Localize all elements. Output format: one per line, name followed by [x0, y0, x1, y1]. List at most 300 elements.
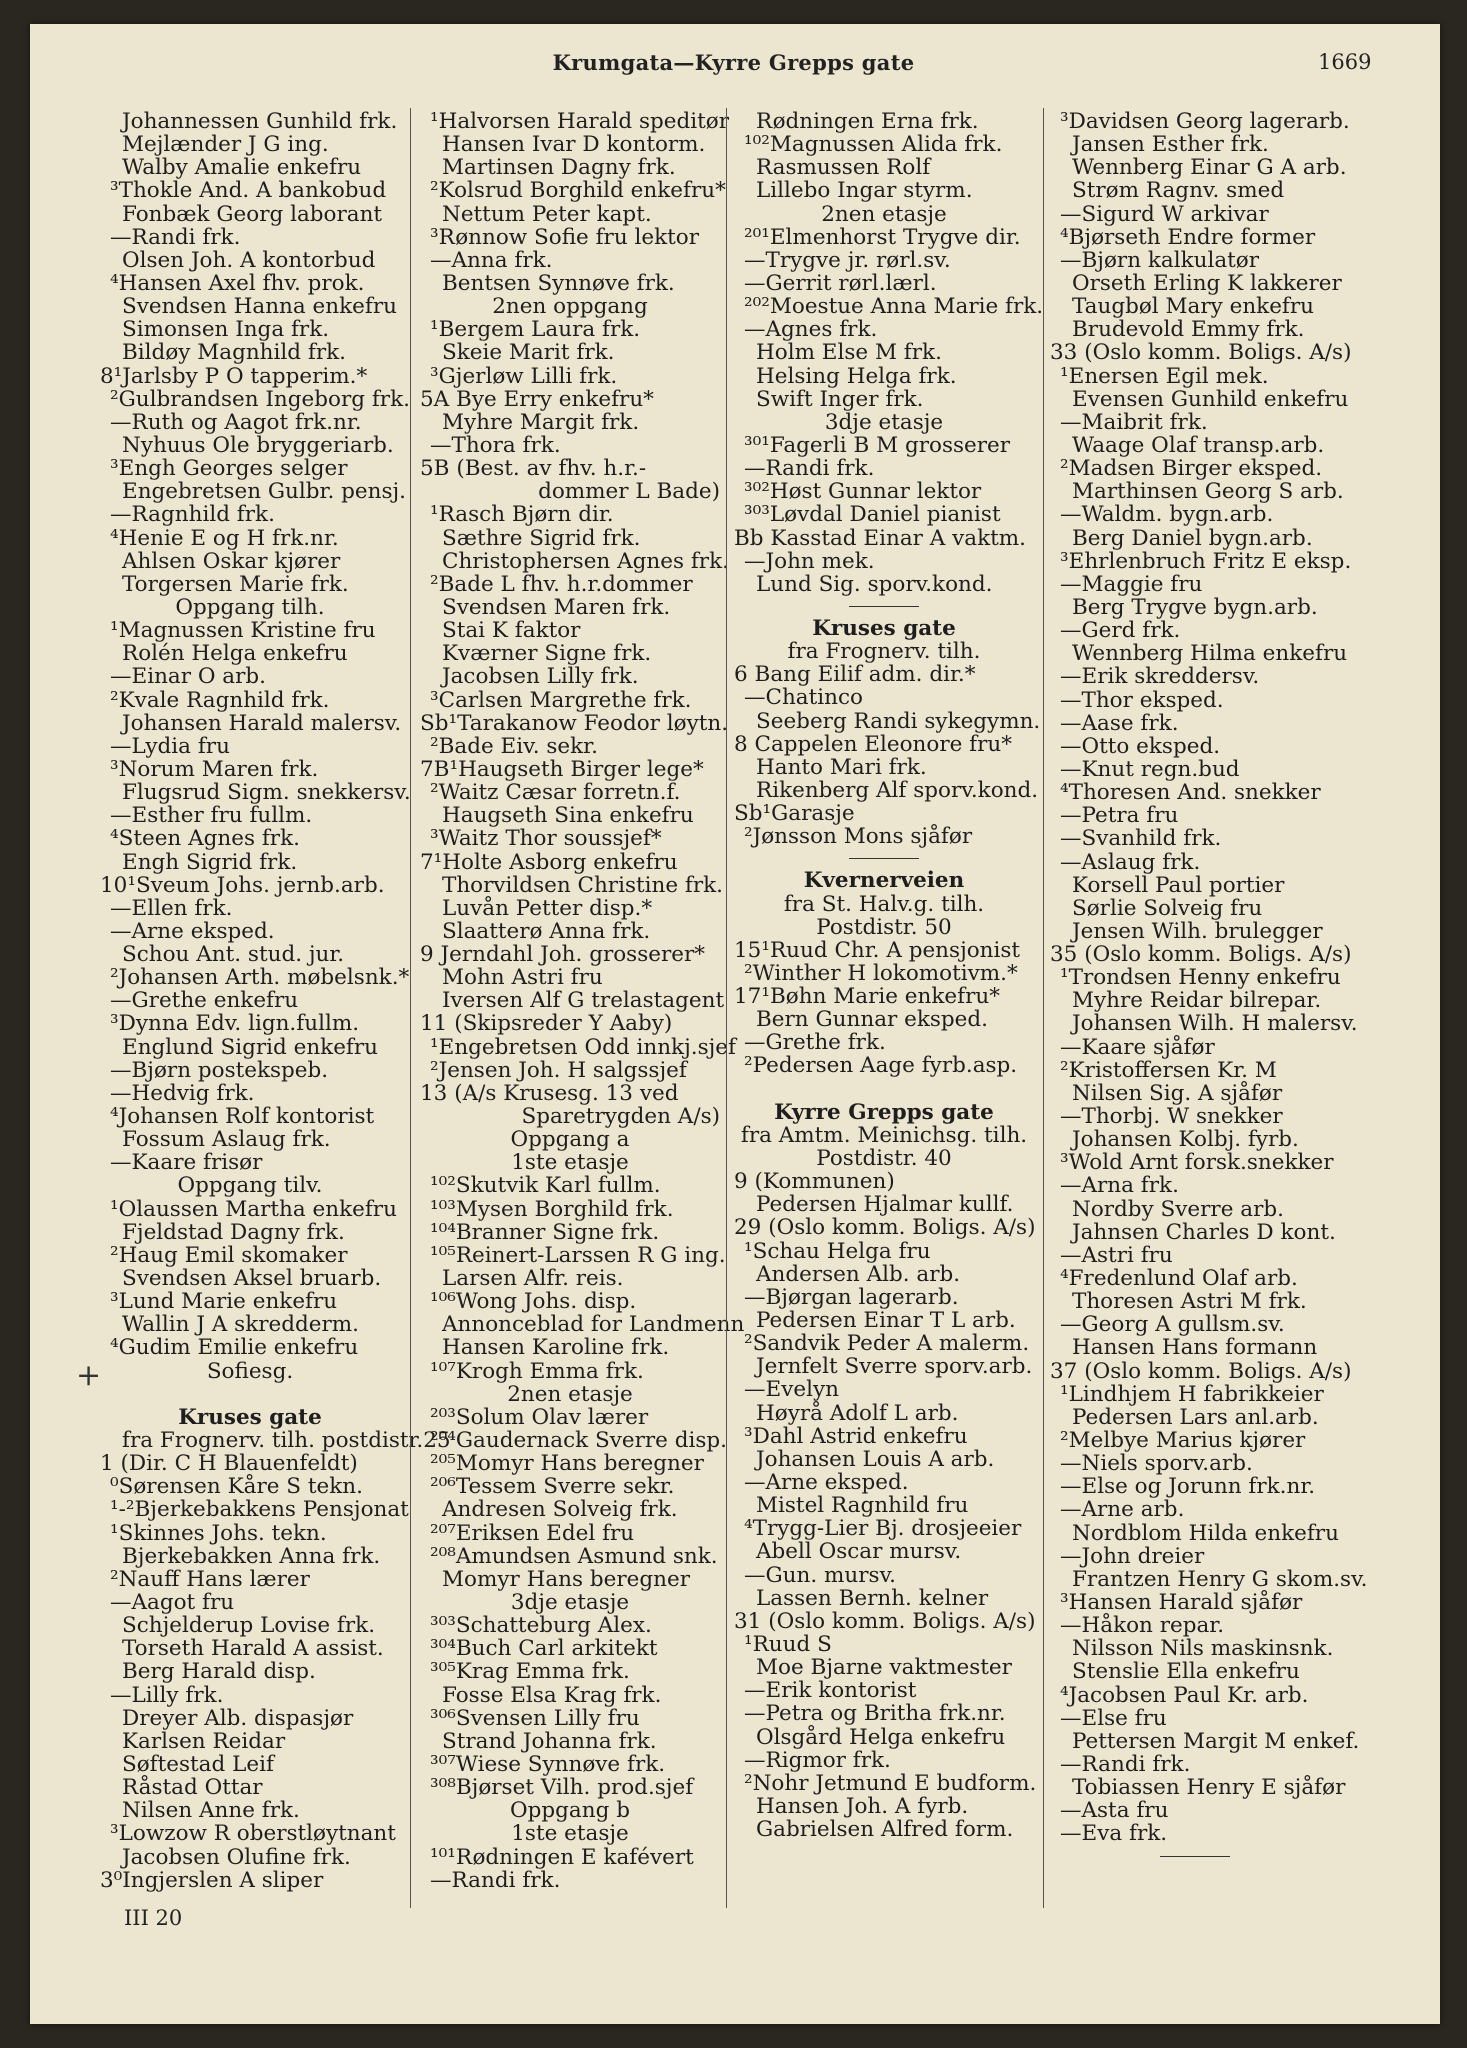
directory-entry: ³Dynna Edv. lign.fullm.	[110, 1011, 360, 1037]
directory-entry: Andresen Solveig frk.	[442, 1497, 678, 1523]
directory-entry: Svendsen Hanna enkefru	[122, 294, 397, 320]
directory-entry: ¹⁰⁷Krogh Emma frk.	[430, 1358, 644, 1384]
directory-entry: Råstad Ottar	[122, 1775, 263, 1801]
section-label: Postdistr. 40	[816, 1146, 952, 1172]
directory-entry: Gabrielsen Alfred form.	[756, 1817, 1014, 1843]
column-divider	[410, 108, 411, 1908]
directory-entry: 6 Bang Eilif adm. dir.*	[734, 662, 976, 688]
directory-entry: ¹Olaussen Martha enkefru	[110, 1196, 397, 1222]
directory-entry: —Maggie fru	[1060, 571, 1203, 597]
directory-entry: Jacobsen Lilly frk.	[442, 664, 639, 690]
directory-entry: Pedersen Hjalmar kullf.	[756, 1192, 1014, 1218]
directory-entry: ¹Rasch Bjørn dir.	[430, 502, 614, 528]
directory-entry: Rikenberg Alf sporv.kond.	[756, 777, 1039, 803]
directory-entry: —Otto eksped.	[1060, 733, 1221, 759]
directory-entry: ³⁰⁸Bjørset Vilh. prod.sjef	[430, 1775, 694, 1801]
directory-entry: Brudevold Emmy frk.	[1072, 317, 1305, 343]
section-label: Sofiesg.	[206, 1358, 294, 1384]
directory-entry: 7B¹Haugseth Birger lege*	[420, 756, 704, 782]
directory-entry: —Lydia fru	[110, 733, 230, 759]
directory-entry: ³Davidsen Georg lagerarb.	[1060, 109, 1350, 134]
directory-entry: —Kaare frisør	[110, 1150, 263, 1176]
section-rule	[849, 606, 919, 607]
section-label: Oppgang b	[510, 1798, 630, 1824]
directory-entry: ³Ehrlenbruch Fritz E eksp.	[1060, 548, 1352, 574]
section-label: Oppgang a	[510, 1127, 630, 1153]
directory-entry: ³Norum Maren frk.	[110, 756, 319, 782]
directory-entry: ³⁰⁷Wiese Synnøve frk.	[430, 1751, 666, 1777]
directory-entry: —Ruth og Aagot frk.nr.	[110, 409, 362, 435]
directory-entry: Bildøy Magnhild frk.	[122, 340, 346, 366]
directory-entry: Strand Johanna frk.	[442, 1728, 657, 1754]
directory-entry: ³Wold Arnt forsk.snekker	[1060, 1150, 1334, 1176]
directory-entry: ²Jønsson Mons sjåfør	[744, 824, 973, 850]
directory-entry: 37 (Oslo komm. Boligs. A/s)	[1050, 1358, 1352, 1384]
directory-entry: 11 (Skipsreder Y Aaby)	[420, 1011, 673, 1037]
directory-entry: ²Bade Eiv. sekr.	[430, 733, 598, 759]
directory-entry: —Thora frk.	[430, 432, 561, 458]
directory-entry: Engh Sigrid frk.	[122, 849, 298, 875]
section-label: fra Frognerv. tilh.	[787, 639, 981, 665]
directory-entry: 17¹Bøhn Marie enkefru*	[734, 984, 1000, 1010]
directory-entry: ¹⁰¹Rødningen E kafévert	[430, 1844, 694, 1870]
directory-entry: ¹Lindhjem H fabrikkeier	[1060, 1381, 1324, 1407]
directory-entry: ²Bade L fhv. h.r.dommer	[430, 571, 693, 597]
directory-entry: —Arne arb.	[1060, 1497, 1185, 1523]
directory-entry: —Else og Jorunn frk.nr.	[1060, 1474, 1316, 1500]
directory-entry: Berg Harald disp.	[122, 1659, 316, 1685]
directory-entry: Olsen Joh. A kontorbud	[122, 247, 376, 273]
directory-entry: Wennberg Einar G A arb.	[1072, 155, 1347, 181]
directory-entry: Pettersen Margit M enkef.	[1072, 1728, 1360, 1754]
directory-entry: ³Dahl Astrid enkefru	[744, 1423, 968, 1449]
directory-entry: —Asta fru	[1060, 1798, 1169, 1824]
directory-entry: —John dreier	[1060, 1543, 1205, 1569]
directory-entry: Nettum Peter kapt.	[442, 201, 652, 227]
directory-entry: —Bjørgan lagerarb.	[744, 1284, 959, 1310]
directory-entry: Haugseth Sina enkefru	[442, 803, 694, 829]
directory-entry: ²Nauff Hans lærer	[110, 1566, 310, 1592]
directory-entry: —Rigmor frk.	[744, 1747, 891, 1773]
directory-entry: —John mek.	[744, 548, 875, 574]
directory-entry: Stenslie Ella enkefru	[1072, 1659, 1300, 1685]
directory-entry: Moe Bjarne vaktmester	[756, 1655, 1012, 1681]
directory-entry: Johansen Harald malersv.	[122, 710, 402, 736]
directory-entry: Jacobsen Olufine frk.	[122, 1844, 351, 1870]
directory-entry: 5A Bye Erry enkefru*	[420, 386, 654, 412]
directory-entry: ³Engh Georges selger	[110, 456, 348, 482]
directory-entry: Rolén Helga enkefru	[122, 641, 348, 667]
directory-entry: Walby Amalie enkefru	[122, 155, 362, 181]
directory-entry: —Arne eksped.	[110, 918, 275, 944]
directory-entry: Marthinsen Georg S arb.	[1072, 479, 1344, 505]
directory-entry: ⁴Steen Agnes frk.	[110, 826, 300, 852]
directory-entry: Sparetrygden A/s)	[521, 1104, 720, 1130]
column-divider	[726, 108, 727, 1908]
directory-entry: Annonceblad for Landmenn	[442, 1312, 745, 1338]
directory-entry: Evensen Gunhild enkefru	[1072, 386, 1349, 412]
directory-entry: Helsing Helga frk.	[756, 363, 957, 389]
directory-entry: —Erik kontorist	[744, 1678, 917, 1704]
directory-entry: —Randi frk.	[1060, 1751, 1191, 1777]
directory-entry: Berg Trygve bygn.arb.	[1072, 594, 1318, 620]
directory-entry: Jansen Esther frk.	[1072, 132, 1269, 158]
directory-entry: ¹‑²Bjerkebakkens Pensjonat	[110, 1497, 409, 1523]
directory-entry: Hansen Hans formann	[1072, 1335, 1318, 1361]
directory-entry: —Aase frk.	[1060, 710, 1179, 736]
directory-entry: ³⁰³Schatteburg Alex.	[430, 1613, 652, 1639]
directory-entry: Simonsen Inga frk.	[122, 317, 330, 343]
directory-entry: Fosse Elsa Krag frk.	[442, 1682, 662, 1708]
running-header: Krumgata—Kyrre Grepps gate	[552, 50, 915, 75]
section-label: 1ste etasje	[511, 1821, 629, 1847]
directory-entry: Sørlie Solveig fru	[1072, 895, 1263, 921]
directory-entry: Orseth Erling K lakkerer	[1072, 270, 1342, 296]
directory-entry: —Kaare sjåfør	[1060, 1034, 1215, 1060]
spacer	[100, 1383, 400, 1406]
directory-entry: ⁴Bjørseth Endre former	[1060, 224, 1316, 250]
directory-entry: Stai K faktor	[442, 618, 581, 644]
directory-entry: Høyrå Adolf L arb.	[756, 1400, 959, 1426]
section-label: Postdistr. 50	[816, 914, 952, 940]
directory-entry: ¹Skinnes Johs. tekn.	[110, 1520, 327, 1546]
directory-entry: —Agnes frk.	[744, 317, 878, 343]
directory-entry: —Gun. mursv.	[744, 1562, 897, 1588]
directory-entry: 31 (Oslo komm. Boligs. A/s)	[734, 1608, 1036, 1634]
directory-entry: —Randi frk.	[430, 1867, 561, 1893]
directory-entry: Larsen Alfr. reis.	[442, 1266, 624, 1292]
directory-entry: —Sigurd W arkivar	[1060, 201, 1269, 227]
directory-entry: Tobiassen Henry E sjåfør	[1072, 1775, 1346, 1801]
directory-entry: Sb¹Tarakanow Feodor løytn.	[420, 710, 729, 736]
directory-entry: Berg Daniel bygn.arb.	[1072, 525, 1313, 551]
section-label: 1ste etasje	[511, 1150, 629, 1176]
directory-entry: ⁴Henie E og H frk.nr.	[110, 525, 339, 551]
directory-entry: Engebretsen Gulbr. pensj.	[122, 479, 406, 505]
directory-entry: ²⁰⁷Eriksen Edel fru	[430, 1520, 635, 1546]
directory-entry: —Arne eksped.	[744, 1470, 909, 1496]
section-label: 2nen etasje	[821, 201, 947, 227]
directory-entry: 8¹Jarlsby P O tapperim.*	[100, 363, 368, 389]
directory-entry: —Anna frk.	[430, 247, 553, 273]
street-heading: Kvernerveien	[803, 868, 965, 894]
directory-entry: ⁰Sørensen Kåre S tekn.	[110, 1474, 363, 1500]
directory-entry: ²⁰⁴Gaudernack Sverre disp.	[430, 1428, 728, 1454]
directory-entry: —Erik skreddersv.	[1060, 664, 1260, 690]
directory-entry: Holm Else M frk.	[756, 340, 942, 366]
directory-entry: Taugbøl Mary enkefru	[1072, 294, 1315, 320]
directory-entry: —Waldm. bygn.arb.	[1060, 502, 1274, 528]
directory-entry: —Bjørn kalkulatør	[1060, 247, 1260, 273]
directory-entry: ²⁰³Solum Olav lærer	[430, 1404, 649, 1430]
directory-entry: Nilsen Anne frk.	[122, 1798, 300, 1824]
directory-entry: —Einar O arb.	[110, 664, 267, 690]
directory-entry: Luvån Petter disp.*	[442, 895, 653, 921]
directory-entry: Sb¹Garasje	[734, 801, 855, 827]
directory-entry: ³⁰¹Fagerli B M grosserer	[744, 432, 1011, 458]
directory-entry: —Maibrit frk.	[1060, 409, 1208, 435]
directory-entry: ²Johansen Arth. møbelsnk.*	[110, 965, 410, 991]
directory-entry: Schou Ant. stud. jur.	[122, 942, 345, 968]
directory-entry: Seeberg Randi sykegymn.	[756, 708, 1041, 734]
directory-entry: Rødningen Erna frk.	[756, 109, 979, 134]
directory-entry: —Gerrit rørl.lærl.	[744, 270, 937, 296]
directory-entry: —Svanhild frk.	[1060, 826, 1222, 852]
directory-entry: ²⁰⁶Tessem Sverre sekr.	[430, 1474, 675, 1500]
directory-entry: Christophersen Agnes frk.	[442, 548, 729, 574]
directory-entry: Slaatterø Anna frk.	[442, 918, 651, 944]
column-1	[100, 109, 451, 1893]
directory-entry: ²Nohr Jetmund E budform.	[744, 1770, 1037, 1796]
directory-entry: ²Jensen Joh. H salgssjef	[430, 1057, 687, 1083]
directory-entry: Søftestad Leif	[122, 1751, 274, 1777]
directory-entry: Johansen Wilh. H malersv.	[1072, 1011, 1358, 1037]
directory-entry: Hansen Karoline frk.	[442, 1335, 670, 1361]
directory-entry: Dreyer Alb. dispasjør	[122, 1705, 354, 1731]
directory-entry: Englund Sigrid enkefru	[122, 1034, 378, 1060]
directory-entry: Nilsen Sig. A sjåfør	[1072, 1080, 1283, 1106]
directory-entry: Abell Oscar mursv.	[756, 1539, 962, 1565]
directory-entry: ¹⁰²Magnussen Alida frk.	[744, 132, 1003, 158]
directory-entry: ²Kristoffersen Kr. M	[1060, 1057, 1277, 1083]
directory-entry: 29 (Oslo komm. Boligs. A/s)	[734, 1215, 1036, 1241]
directory-entry: —Niels sporv.arb.	[1060, 1451, 1253, 1477]
directory-entry: dommer L Bade)	[538, 479, 720, 505]
directory-entry: —Trygve jr. rørl.sv.	[744, 247, 951, 273]
directory-entry: ³Thokle And. A bankobud	[110, 178, 387, 204]
directory-entry: Hansen Joh. A fyrb.	[756, 1793, 969, 1819]
directory-entry: —Aagot fru	[110, 1590, 235, 1615]
directory-entry: Fjeldstad Dagny frk.	[122, 1219, 345, 1245]
directory-entry: Nordblom Hilda enkefru	[1072, 1520, 1339, 1546]
directory-entry: Mistel Ragnhild fru	[756, 1493, 969, 1519]
directory-entry: ²⁰⁸Amundsen Asmund snk.	[430, 1543, 718, 1569]
directory-entry: ⁴Jacobsen Paul Kr. arb.	[1060, 1682, 1309, 1708]
directory-entry: —Thor eksped.	[1060, 687, 1224, 713]
directory-entry: Flugsrud Sigm. snekkersv.	[122, 780, 411, 806]
directory-entry: ⁴Trygg-Lier Bj. drosjeeier	[744, 1516, 1022, 1542]
directory-entry: ³⁰³Løvdal Daniel pianist	[744, 502, 1001, 528]
directory-entry: Hanto Mari frk.	[756, 754, 927, 780]
directory-entry: ²Pedersen Aage fyrb.asp.	[744, 1053, 1018, 1079]
directory-entry: fra Frognerv. tilh. postdistr.25	[122, 1428, 451, 1454]
directory-entry: ²Kolsrud Borghild enkefru*	[430, 178, 726, 204]
column-3	[734, 109, 1044, 1843]
directory-entry: Mohn Astri fru	[442, 965, 603, 991]
directory-entry: Momyr Hans beregner	[442, 1566, 690, 1592]
directory-entry: 8 Cappelen Eleonore fru*	[734, 731, 1013, 757]
directory-entry: Thoresen Astri M frk.	[1072, 1289, 1307, 1315]
directory-entry: —Grethe enkefru	[110, 988, 299, 1014]
directory-entry: ²⁰⁵Momyr Hans beregner	[430, 1451, 704, 1477]
section-label: 2nen etasje	[507, 1381, 633, 1407]
directory-entry: —Thorbj. W snekker	[1060, 1104, 1283, 1130]
directory-entry: ³Rønnow Sofie fru lektor	[430, 224, 700, 250]
directory-entry: ¹Enersen Egil mek.	[1060, 363, 1269, 389]
directory-entry: Johansen Kolbj. fyrb.	[1072, 1127, 1299, 1153]
directory-entry: ¹Trondsen Henny enkefru	[1060, 965, 1341, 991]
directory-entry: —Evelyn	[744, 1377, 839, 1403]
directory-entry: Strøm Ragnv. smed	[1072, 178, 1285, 204]
directory-entry: Svendsen Aksel bruarb.	[122, 1266, 382, 1292]
directory-entry: Fonbæk Georg laborant	[122, 201, 383, 227]
directory-entry: 13 (A/s Krusesg. 13 ved	[420, 1080, 679, 1106]
directory-entry: Mejlænder J G ing.	[122, 132, 329, 158]
directory-entry: Johansen Louis A arb.	[756, 1446, 995, 1472]
street-heading: Kyrre Grepps gate	[774, 1099, 994, 1125]
directory-entry: Johannessen Gunhild frk.	[122, 109, 398, 134]
column-divider	[1043, 108, 1044, 1908]
directory-entry: ⁴Hansen Axel fhv. prok.	[110, 270, 365, 296]
directory-entry: ³⁰⁴Buch Carl arkitekt	[430, 1636, 658, 1662]
directory-entry: —Eva frk.	[1060, 1821, 1168, 1847]
directory-entry: 10¹Sveum Johs. jernb.arb.	[100, 872, 385, 898]
directory-entry: Andersen Alb. arb.	[756, 1261, 961, 1287]
directory-entry: —Esther fru fullm.	[110, 803, 313, 829]
directory-entry: Rasmussen Rolf	[756, 155, 931, 181]
section-label: fra Amtm. Meinichsg. tilh.	[740, 1122, 1028, 1148]
directory-entry: ³Lowzow R oberstløytnant	[110, 1821, 396, 1847]
directory-entry: Martinsen Dagny frk.	[442, 155, 676, 181]
directory-entry: Kværner Signe frk.	[442, 641, 652, 667]
directory-entry: Torseth Harald A assist.	[122, 1636, 384, 1662]
directory-entry: —Bjørn postekspeb.	[110, 1057, 329, 1083]
directory-entry: ²Madsen Birger eksped.	[1060, 456, 1323, 482]
directory-entry: Wallin J A skredderm.	[122, 1312, 359, 1338]
section-label: Oppgang tilh.	[175, 594, 325, 620]
directory-entry: ⁴Thoresen And. snekker	[1060, 780, 1321, 806]
directory-entry: 5B (Best. av fhv. h.r.-	[420, 456, 647, 482]
directory-entry: —Randi frk.	[110, 224, 241, 250]
directory-entry: ¹⁰⁴Branner Signe frk.	[430, 1219, 660, 1245]
column-4	[1050, 109, 1368, 1867]
street-heading: Kruses gate	[178, 1404, 322, 1430]
section-rule	[1160, 1856, 1230, 1857]
directory-entry: ⁴Johansen Rolf kontorist	[110, 1104, 375, 1130]
directory-entry: —Ellen frk.	[110, 895, 233, 921]
directory-entry: —Chatinco	[744, 685, 863, 711]
directory-entry: Jernfelt Sverre sporv.arb.	[756, 1354, 1033, 1380]
directory-entry: Olsgård Helga enkefru	[756, 1724, 1006, 1750]
directory-entry: Iversen Alf G trelastagent	[442, 988, 725, 1014]
directory-entry: 33 (Oslo komm. Boligs. A/s)	[1050, 340, 1352, 366]
directory-entry: ¹Halvorsen Harald speditør	[430, 109, 730, 134]
directory-entry: ¹Magnussen Kristine fru	[110, 618, 376, 644]
directory-entry: Hansen Ivar D kontorm.	[442, 132, 706, 158]
directory-entry: —Randi frk.	[744, 456, 875, 482]
directory-entry: Wennberg Hilma enkefru	[1072, 641, 1348, 667]
section-label: 2nen oppgang	[492, 294, 648, 320]
directory-entry: Svendsen Maren frk.	[442, 594, 671, 620]
directory-entry: —Petra fru	[1060, 803, 1179, 829]
directory-entry: Lund Sig. sporv.kond.	[756, 571, 993, 597]
directory-entry: ²⁰¹Elmenhorst Trygve dir.	[744, 224, 1021, 250]
directory-entry: —Gerd frk.	[1060, 618, 1181, 644]
directory-entry: ²Sandvik Peder A malerm.	[744, 1331, 1030, 1357]
section-label: 3dje etasje	[510, 1590, 630, 1615]
directory-entry: ¹⁰⁶Wong Johs. disp.	[430, 1289, 637, 1315]
directory-entry: ²Gulbrandsen Ingeborg frk.	[110, 386, 410, 412]
directory-entry: —Arna frk.	[1060, 1173, 1179, 1199]
directory-entry: Lillebo Ingar styrm.	[756, 178, 973, 204]
section-label: Oppgang tilv.	[177, 1173, 323, 1199]
directory-entry: ¹Engebretsen Odd innkj.sjef	[430, 1034, 736, 1060]
directory-entry: ⁴Gudim Emilie enkefru	[110, 1335, 359, 1361]
directory-entry: ¹⁰⁵Reinert-Larssen R G ing.	[430, 1242, 726, 1268]
directory-entry: Waage Olaf transp.arb.	[1072, 432, 1325, 458]
directory-entry: Karlsen Reidar	[122, 1728, 286, 1754]
directory-entry: ²Kvale Ragnhild frk.	[110, 687, 330, 713]
directory-entry: ³Gjerløw Lilli frk.	[430, 363, 618, 389]
directory-entry: Bern Gunnar eksped.	[756, 1007, 988, 1033]
directory-entry: ¹⁰²Skutvik Karl fullm.	[430, 1173, 661, 1199]
directory-entry: —Hedvig frk.	[110, 1080, 255, 1106]
directory-entry: Jensen Wilh. brulegger	[1072, 918, 1323, 944]
directory-entry: Myhre Margit frk.	[442, 409, 640, 435]
registration-mark: +	[76, 1358, 102, 1393]
directory-entry: —Håkon repar.	[1060, 1613, 1225, 1639]
section-label: 3dje etasje	[824, 409, 944, 435]
directory-entry: ²Melbye Marius kjører	[1060, 1428, 1306, 1454]
directory-entry: Bentsen Synnøve frk.	[442, 270, 675, 296]
directory-entry: Bb Kasstad Einar A vaktm.	[734, 525, 1026, 551]
directory-entry: ³Carlsen Margrethe frk.	[430, 687, 692, 713]
section-rule	[849, 858, 919, 859]
directory-entry: ²Winther H lokomotivm.*	[744, 960, 1018, 986]
directory-entry: Lassen Bernh. kelner	[756, 1585, 989, 1611]
directory-entry: —Astri fru	[1060, 1242, 1173, 1268]
directory-entry: ¹Ruud S	[744, 1632, 832, 1657]
directory-entry: 3⁰Ingjerslen A sliper	[100, 1867, 324, 1893]
directory-entry: Frantzen Henry G skom.sv.	[1072, 1566, 1368, 1592]
directory-entry: ²⁰²Moestue Anna Marie frk.	[744, 294, 1044, 320]
directory-entry: ²Haug Emil skomaker	[110, 1242, 348, 1268]
street-heading: Kruses gate	[812, 615, 956, 641]
directory-entry: 35 (Oslo komm. Boligs. A/s)	[1050, 942, 1352, 968]
directory-entry: ³⁰⁶Svensen Lilly fru	[430, 1705, 640, 1731]
directory-entry: Nilsson Nils maskinsnk.	[1072, 1636, 1334, 1662]
directory-entry: —Georg A gullsm.sv.	[1060, 1312, 1285, 1338]
directory-entry: —Ragnhild frk.	[110, 502, 275, 528]
directory-entry: 15¹Ruud Chr. A pensjonist	[734, 937, 1021, 963]
directory-entry: Bjerkebakken Anna frk.	[122, 1543, 381, 1569]
directory-entry: Pedersen Einar T L arb.	[756, 1308, 1016, 1334]
directory-entry: Swift Inger frk.	[756, 386, 924, 412]
directory-entry: ³⁰⁵Krag Emma frk.	[430, 1659, 630, 1685]
directory-entry: Korsell Paul portier	[1072, 872, 1285, 898]
directory-entry: ³Waitz Thor soussjef*	[430, 826, 662, 852]
directory-entry: ¹Bergem Laura frk.	[430, 317, 641, 343]
directory-entry: Fossum Aslaug frk.	[122, 1127, 331, 1153]
directory-entry: Schjelderup Lovise frk.	[122, 1613, 376, 1639]
directory-entry: —Lilly frk.	[110, 1682, 224, 1708]
directory-entry: —Aslaug frk.	[1060, 849, 1201, 875]
directory-entry: 9 Jerndahl Joh. grosserer*	[420, 942, 706, 968]
directory-entry: 1 (Dir. C H Blauenfeldt)	[100, 1451, 358, 1477]
directory-entry: 9 (Kommunen)	[734, 1169, 895, 1195]
directory-entry: ³Lund Marie enkefru	[110, 1289, 338, 1315]
column-2	[420, 109, 745, 1893]
directory-entry: Jahnsen Charles D kont.	[1072, 1219, 1336, 1245]
directory-entry: ²Waitz Cæsar forretn.f.	[430, 780, 681, 806]
directory-entry: Torgersen Marie frk.	[122, 571, 349, 597]
directory-entry: Nyhuus Ole bryggeriarb.	[122, 432, 394, 458]
signature-mark: III 20	[124, 1906, 183, 1930]
directory-entry: Pedersen Lars anl.arb.	[1072, 1404, 1319, 1430]
directory-entry: ¹Schau Helga fru	[744, 1238, 931, 1264]
directory-entry: Myhre Reidar bilrepar.	[1072, 988, 1322, 1014]
section-label: fra St. Halv.g. tilh.	[783, 891, 985, 917]
